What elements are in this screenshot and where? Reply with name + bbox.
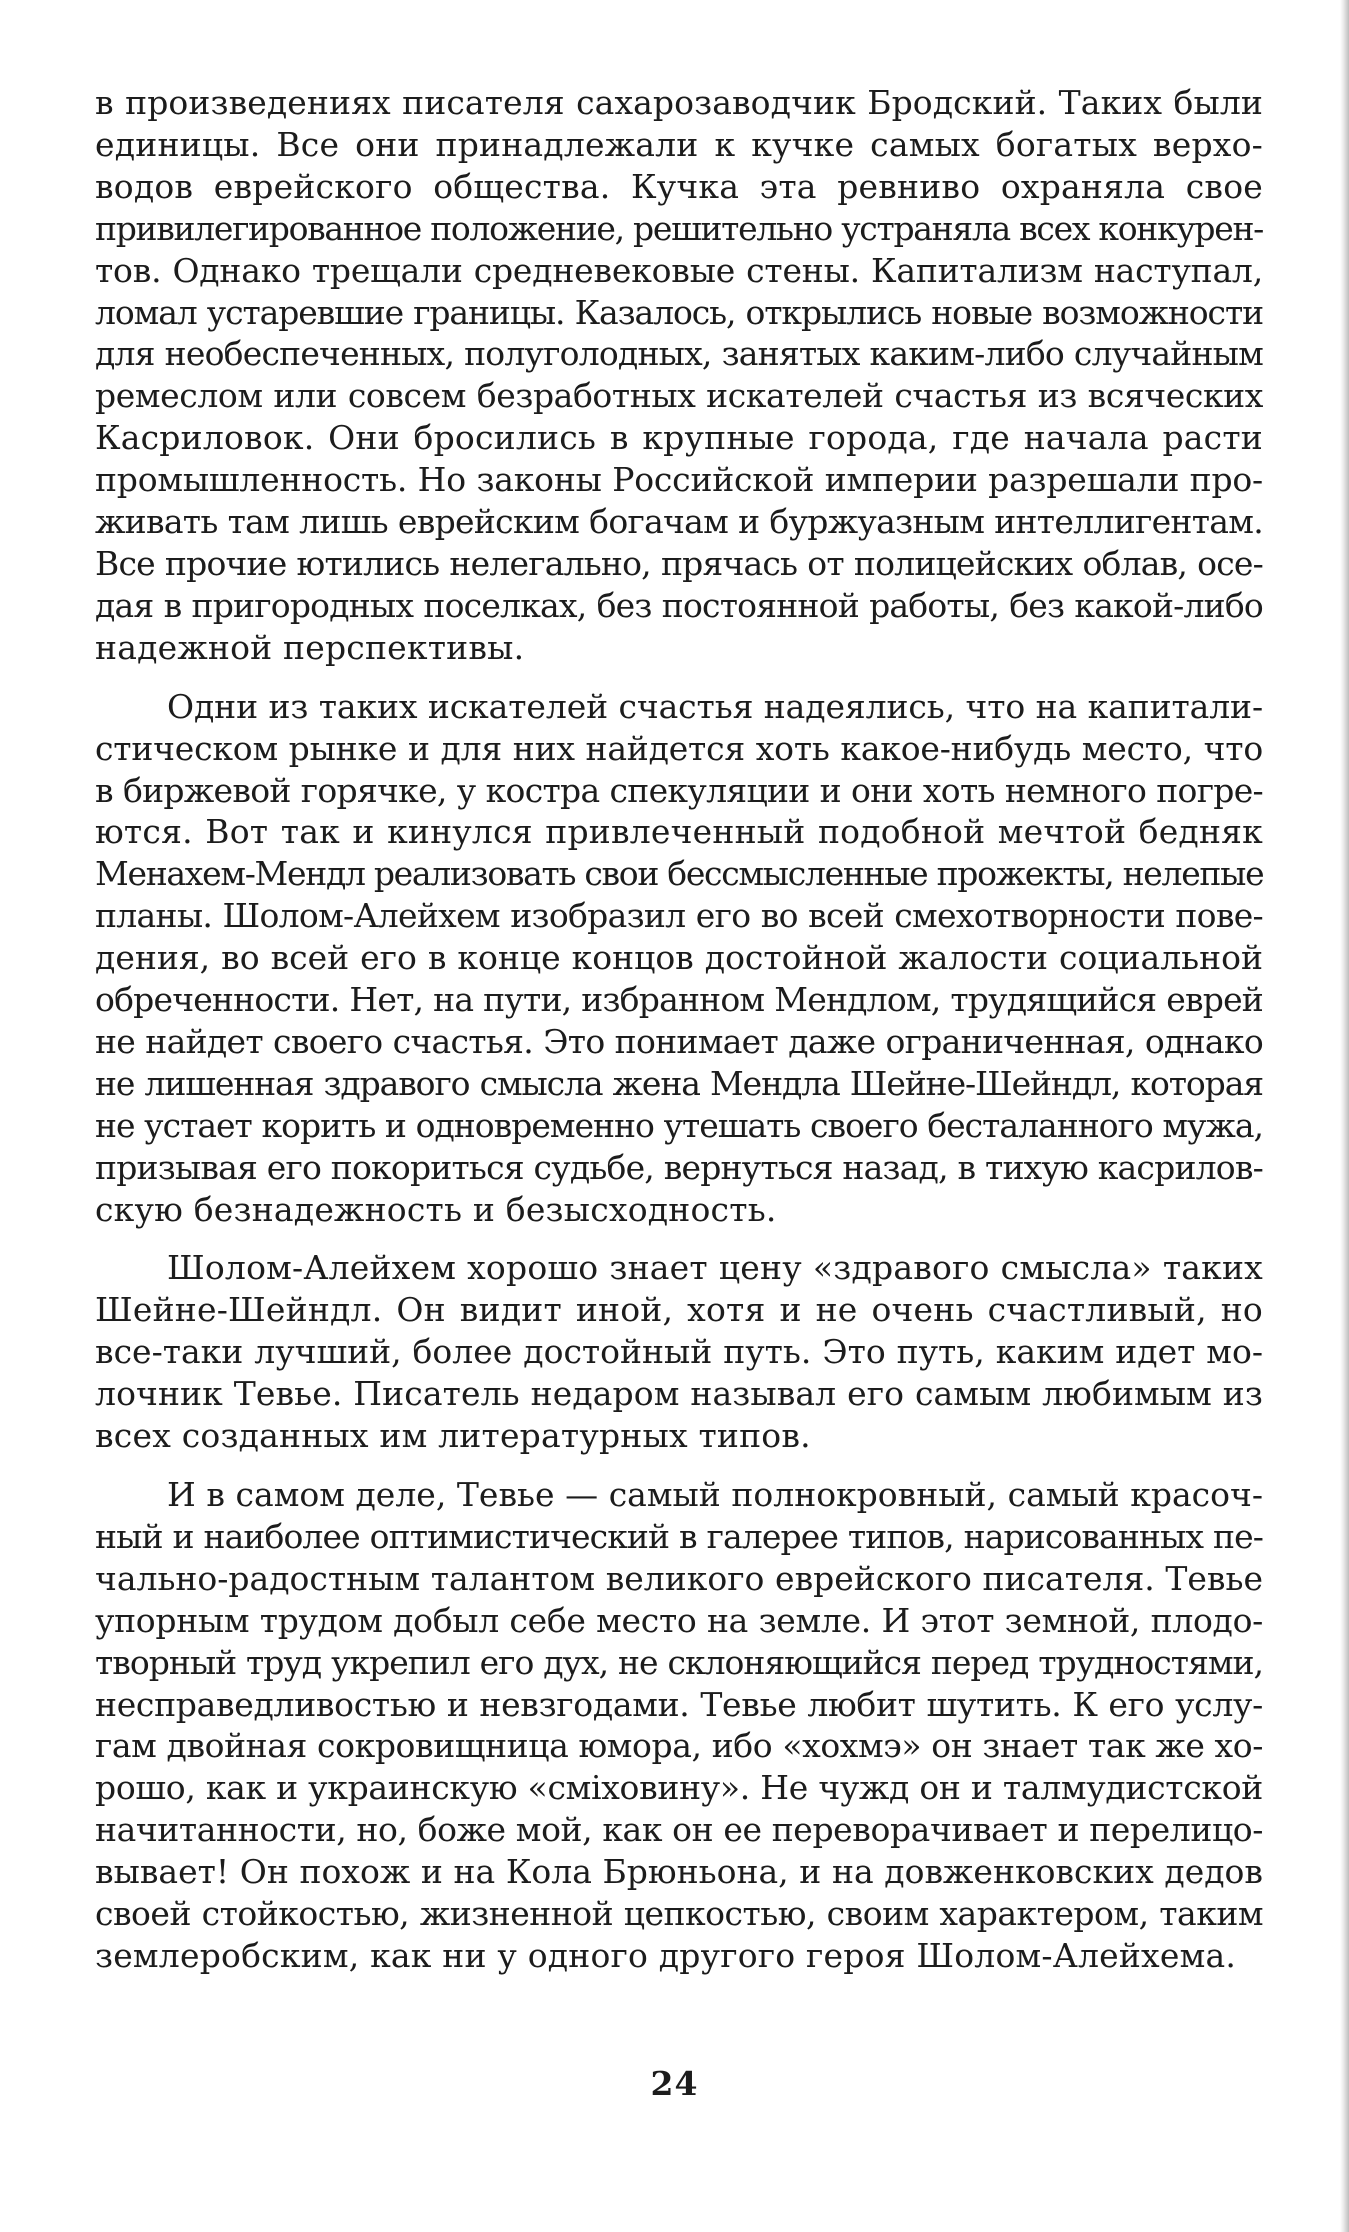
text-line: всех созданных им литературных типов. (95, 1416, 811, 1456)
text-line: надежной перспективы. (95, 627, 525, 667)
text-line: не лишенная здравого смысла жена Мендла Шейне-Шейндл, которая (95, 1063, 1263, 1103)
page-edge-shadow (1340, 0, 1349, 2232)
text-line: водов еврейского общества. Кучка эта ревниво охраняла свое (95, 166, 1263, 206)
text-line: призывая его покориться судьбе, вернуться назад, в тихую касрилов- (95, 1147, 1263, 1187)
text-line: Касриловок. Они бросились в крупные города, где начала расти (95, 418, 1263, 458)
text-line: не найдет своего счастья. Это понимает даже ограниченная, однако (95, 1021, 1263, 1061)
body-text (95, 82, 1263, 1977)
text-line: планы. Шолом-Алейхем изобразил его во всей смехотворности пове- (95, 896, 1263, 936)
paragraph (95, 1247, 1263, 1457)
paragraph (95, 686, 1263, 1231)
text-line: Все прочие ютились нелегально, прячась от полицейских облав, осе- (95, 543, 1263, 583)
text-line: лочник Тевье. Писатель недаром называл его самым любимым из (95, 1374, 1263, 1414)
text-line: все-таки лучший, более достойный путь. Это путь, каким идет мо- (95, 1332, 1263, 1372)
text-line: вывает! Он похож и на Кола Брюньона, и на довженковских дедов (95, 1852, 1263, 1892)
paragraph (95, 82, 1263, 669)
text-line: чально-радостным талантом великого еврейского писателя. Тевье (95, 1558, 1263, 1598)
text-line: живать там лишь еврейским богачам и буржуазным интеллигентам. (95, 502, 1263, 542)
paragraph (95, 1474, 1263, 1977)
text-line: своей стойкостью, жизненной цепкостью, своим характером, таким (95, 1894, 1263, 1934)
text-line: гам двойная сокровищница юмора, ибо «хохмэ» он знает так же хо- (95, 1726, 1263, 1766)
page-number: 24 (650, 2064, 699, 2103)
text-line: дения, во всей его в конце концов достойной жалости социальной (95, 938, 1263, 978)
text-line: Одни из таких искателей счастья надеялись, что на капитали- (167, 686, 1263, 726)
text-line: Шолом-Алейхем хорошо знает цену «здравого смысла» таких (167, 1248, 1263, 1288)
text-line: ломал устаревшие границы. Казалось, открылись новые возможности (95, 292, 1263, 332)
text-line: привилегированное положение, решительно устраняла всех конкурен- (95, 208, 1263, 248)
text-line: творный труд укрепил его дух, не склоняющийся перед трудностями, (95, 1642, 1263, 1682)
text-line: не устает корить и одновременно утешать своего бесталанного мужа, (95, 1105, 1263, 1145)
text-line: несправедливостью и невзгодами. Тевье любит шутить. К его услу- (95, 1684, 1263, 1724)
text-line: промышленность. Но законы Российской империи разрешали про- (95, 460, 1263, 500)
text-line: стическом рынке и для них найдется хоть какое-нибудь место, что (95, 728, 1263, 768)
text-line: Менахем-Мендл реализовать свои бессмысленные прожекты, нелепые (95, 854, 1264, 894)
text-line: землеробским, как ни у одного другого героя Шолом-Алейхема. (95, 1935, 1237, 1975)
text-line: обреченности. Нет, на пути, избранном Мендлом, трудящийся еврей (95, 980, 1263, 1020)
text-line: начитанности, но, боже мой, как он ее переворачивает и перелицо- (95, 1810, 1263, 1850)
text-line: тов. Однако трещали средневековые стены. Капитализм наступал, (95, 250, 1263, 290)
text-line: в произведениях писателя сахарозаводчик Бродский. Таких были (95, 83, 1263, 122)
text-line: ремеслом или совсем безработных искателей счастья из всяческих (95, 376, 1263, 416)
text-line: Шейне-Шейндл. Он видит иной, хотя и не очень счастливый, но (95, 1290, 1263, 1330)
text-line: ный и наиболее оптимистический в галерее типов, нарисованных пе- (95, 1516, 1263, 1556)
text-line: дая в пригородных поселках, без постоянной работы, без какой-либо (95, 585, 1263, 625)
text-line: ются. Вот так и кинулся привлеченный подобной мечтой бедняк (95, 812, 1263, 852)
text-line: в биржевой горячке, у костра спекуляции и они хоть немного погре- (95, 770, 1263, 810)
text-line: И в самом деле, Тевье — самый полнокровный, самый красоч- (167, 1475, 1263, 1514)
text-line: для необеспеченных, полуголодных, занятых каким-либо случайным (95, 334, 1263, 374)
text-line: единицы. Все они принадлежали к кучке самых богатых верхо- (95, 124, 1263, 164)
text-line: скую безнадежность и безысходность. (95, 1189, 777, 1229)
text-line: упорным трудом добыл себе место на земле. И этот земной, плодо- (95, 1600, 1263, 1640)
text-line: рошо, как и украинскую «сміховину». Не чужд он и талмудистской (95, 1768, 1263, 1808)
